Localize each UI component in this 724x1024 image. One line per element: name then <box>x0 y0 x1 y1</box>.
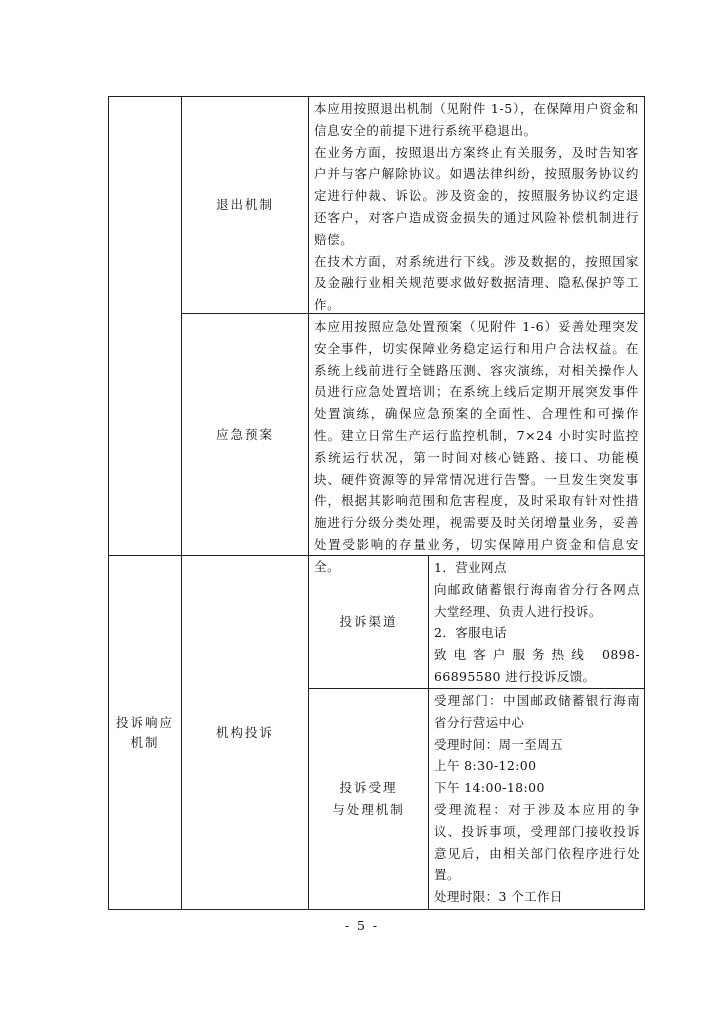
handling-line: 处理时限：3 个工作日 <box>434 889 563 905</box>
complaint-channel-label <box>309 556 428 688</box>
complaint-category-line-1: 投诉响应 <box>115 714 174 730</box>
complaint-handling-content <box>434 690 640 908</box>
handling-line: 下午 14:00-18:00 <box>434 780 545 796</box>
complaint-category-line-2: 机制 <box>130 734 160 750</box>
complaint-category-label <box>109 556 181 909</box>
complaint-channel-text: 投诉渠道 <box>339 614 398 629</box>
institution-complaint-text: 机构投诉 <box>215 724 274 740</box>
complaint-handling-label <box>309 689 428 909</box>
exit-paragraph: 本应用按照退出机制（见附件 1-5），在保障用户资金和信息安全的前提下进行系统平稳退出。 <box>314 101 639 138</box>
complaint-channel-content <box>434 557 640 688</box>
table-bottom-border <box>108 909 645 910</box>
emergency-paragraph: 本应用按照应急处置预案（见附件 1-6）妥善处理突发安全事件，切实保障业务稳定运行和用户合法权益。在系统上线前进行全链路压测、容灾演练，对相关操作人员进行应急处置培训；在系统上线后定期开展突发事件处置演练，确保应急预案的全面性、合理性和可操作性。建立日常生产运行监控机制，7×24 小时实时监控系统运行状况，第一时间对核心链路、接口、功能模块、硬件资源等的异常情况进行告警。一旦发生突发事件，根据其影响范围和危害程度，及时采取有针对性措施进行分级分类处理，视需要及时关闭增量业务，妥善处置受影响的存量业务，切实保障用户资金和信息安全。 <box>314 319 639 574</box>
exit-paragraph: 在技术方面，对系统进行下线。涉及数据的，按照国家及金融行业相关规范要求做好数据清理、隐私保护等工作。 <box>314 253 639 313</box>
handling-line: 上午 8:30-12:00 <box>434 758 537 774</box>
channel-line: 致电客户服务热线 0898-66895580 进行投诉反馈。 <box>434 647 640 684</box>
channel-line: 2．客服电话 <box>434 625 507 641</box>
table-right-border <box>644 96 645 910</box>
exit-mechanism-label <box>182 97 308 313</box>
complaint-handling-line-1: 投诉受理 <box>339 780 398 795</box>
complaint-handling-line-2: 与处理机制 <box>332 802 405 817</box>
emergency-plan-label <box>182 314 308 555</box>
channel-line: 1．营业网点 <box>434 560 507 575</box>
exit-mechanism-content <box>314 98 639 316</box>
institution-complaint-label <box>182 556 308 909</box>
handling-line: 受理时间：周一至周五 <box>434 736 564 752</box>
exit-mechanism-label-text: 退出机制 <box>215 197 274 212</box>
channel-line: 向邮政储蓄银行海南省分行各网点大堂经理、负责人进行投诉。 <box>434 581 640 619</box>
emergency-plan-label-text: 应急预案 <box>215 426 274 442</box>
handling-line: 受理部门：中国邮政储蓄银行海南省分行营运中心 <box>434 693 640 730</box>
column-divider-3 <box>428 555 429 910</box>
page-number: - 5 - <box>344 918 380 933</box>
emergency-plan-content <box>314 316 639 578</box>
exit-paragraph: 在业务方面，按照退出方案终止有关服务，及时告知客户并与客户解除协议。如遇法律纠纷，按照服务协议约定进行仲裁、诉讼。涉及资金的，按照服务协议约定退还客户，对客户造成资金损失的通过风险补偿机制进行赔偿。 <box>314 144 639 247</box>
handling-line: 受理流程：对于涉及本应用的争议、投诉事项，受理部门接收投诉意见后，由相关部门依程序进行处置。 <box>434 801 640 883</box>
